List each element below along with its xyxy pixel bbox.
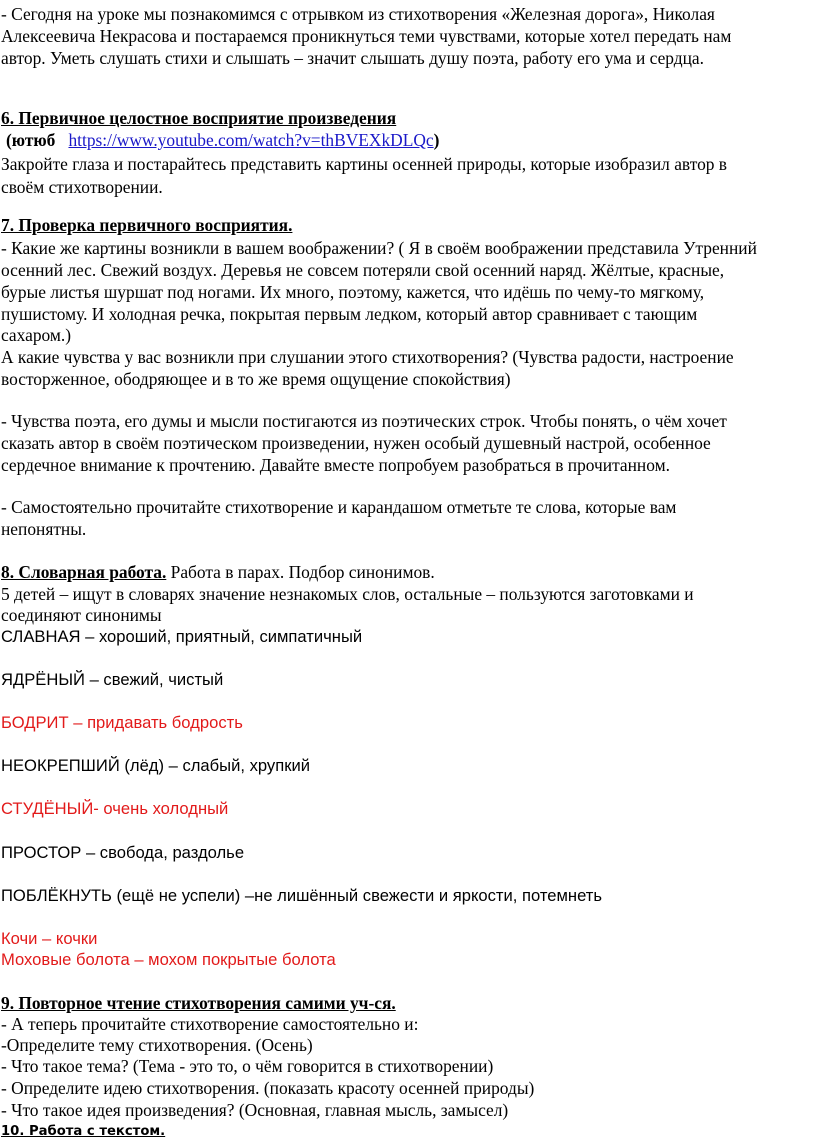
section-9-text: - Что такое тема? (Тема - это то, о чём говорится в стихотворении) bbox=[1, 1056, 494, 1076]
section-9-heading: 9. Повторное чтение стихотворения самими уч-ся. bbox=[1, 993, 396, 1013]
video-reference bbox=[6, 130, 439, 150]
section-10-heading: 10. Работа с текстом. bbox=[1, 1124, 166, 1139]
vocab-item: ПОБЛЁКНУТЬ (ещё не успели) –не лишённый свежести и яркости, потемнеть bbox=[1, 886, 602, 905]
section-8-heading-line bbox=[1, 562, 435, 582]
section-7-text: - Какие же картины возникли в вашем воображении? ( Я в своём воображении представила Утренний bbox=[1, 238, 757, 258]
section-9-text: - Определите идею стихотворения. (показать красоту осенней природы) bbox=[1, 1078, 535, 1098]
video-reference-suffix: ) bbox=[433, 130, 440, 150]
section-6-text: Закройте глаза и постарайтесь представить картины осенней природы, которые изобразил автор в bbox=[1, 154, 728, 174]
section-8-text: соединяют синонимы bbox=[1, 605, 162, 625]
section-7-paragraph-2: сердечное внимание к прочтению. Давайте вместе попробуем разобраться в прочитанном. bbox=[1, 455, 670, 475]
section-7-text: А какие чувства у вас возникли при слушании этого стихотворения? (Чувства радости, настроение bbox=[1, 347, 734, 367]
section-7-paragraph-2: - Чувства поэта, его думы и мысли постигаются из поэтических строк. Чтобы понять, о чём хочет bbox=[1, 411, 727, 431]
section-6-text: своём стихотворении. bbox=[1, 177, 163, 197]
section-9-text: - Что такое идея произведения? (Основная, главная мысль, замысел) bbox=[1, 1100, 509, 1120]
vocab-item-highlighted: СТУДЁНЫЙ- очень холодный bbox=[1, 799, 229, 818]
vocab-item-highlighted: БОДРИТ – придавать бодрость bbox=[1, 713, 243, 732]
section-7-paragraph-3: - Самостоятельно прочитайте стихотворение и карандашом отметьте те слова, которые вам bbox=[1, 497, 677, 517]
section-7-text: сахаром.) bbox=[1, 325, 72, 345]
vocab-item: НЕОКРЕПШИЙ (лёд) – слабый, хрупкий bbox=[1, 756, 311, 775]
intro-line: автор. Уметь слушать стихи и слышать – значит слышать душу поэта, работу его ума и сердца. bbox=[1, 48, 704, 68]
section-8-text: 5 детей – ищут в словарях значение незнакомых слов, остальные – пользуются заготовками и bbox=[1, 584, 694, 604]
section-8-heading-rest: Работа в парах. Подбор синонимов. bbox=[166, 562, 435, 582]
video-reference-prefix: (ютюб bbox=[6, 130, 56, 150]
vocab-item: СЛАВНАЯ – хороший, приятный, симпатичный bbox=[1, 627, 363, 646]
section-7-paragraph-3: непонятны. bbox=[1, 519, 87, 539]
intro-line: - Сегодня на уроке мы познакомимся с отрывком из стихотворения «Железная дорога», Николая bbox=[1, 4, 715, 24]
section-7-paragraph-2: сказать автор в своём поэтическом произведении, нужен особый душевный настрой, особенное bbox=[1, 433, 711, 453]
section-7-text: бурые листья шуршат под ногами. Их много, поэтому, кажется, что идёшь по чему-то мягкому, bbox=[1, 282, 705, 302]
section-9-text: -Определите тему стихотворения. (Осень) bbox=[1, 1035, 313, 1055]
section-7-text: восторженное, ободряющее и в то же время ощущение спокойствия) bbox=[1, 369, 511, 389]
section-8-heading: 8. Словарная работа. bbox=[1, 562, 167, 582]
section-7-heading: 7. Проверка первичного восприятия. bbox=[1, 215, 293, 235]
vocab-item-highlighted: Моховые болота – мохом покрытые болота bbox=[1, 950, 336, 969]
intro-line: Алексеевича Некрасова и постараемся проникнуться теми чувствами, которые хотел передать нам bbox=[1, 26, 732, 46]
vocab-item-highlighted: Кочи – кочки bbox=[1, 929, 98, 948]
section-9-text: - А теперь прочитайте стихотворение самостоятельно и: bbox=[1, 1014, 419, 1034]
section-7-text: осенний лес. Свежий воздух. Деревья не совсем потеряли свой осенний наряд. Жёлтые, красные, bbox=[1, 260, 725, 280]
vocab-item: ЯДРЁНЫЙ – свежий, чистый bbox=[1, 670, 224, 689]
section-7-text: пушистому. И холодная речка, покрытая первым ледком, который автор сравнивает с тающим bbox=[1, 304, 698, 324]
vocab-item: ПРОСТОР – свобода, раздолье bbox=[1, 843, 245, 862]
youtube-link[interactable]: https://www.youtube.com/watch?v=thBVEXkDLQc bbox=[68, 130, 434, 150]
section-6-heading: 6. Первичное целостное восприятие произведения bbox=[1, 108, 397, 128]
